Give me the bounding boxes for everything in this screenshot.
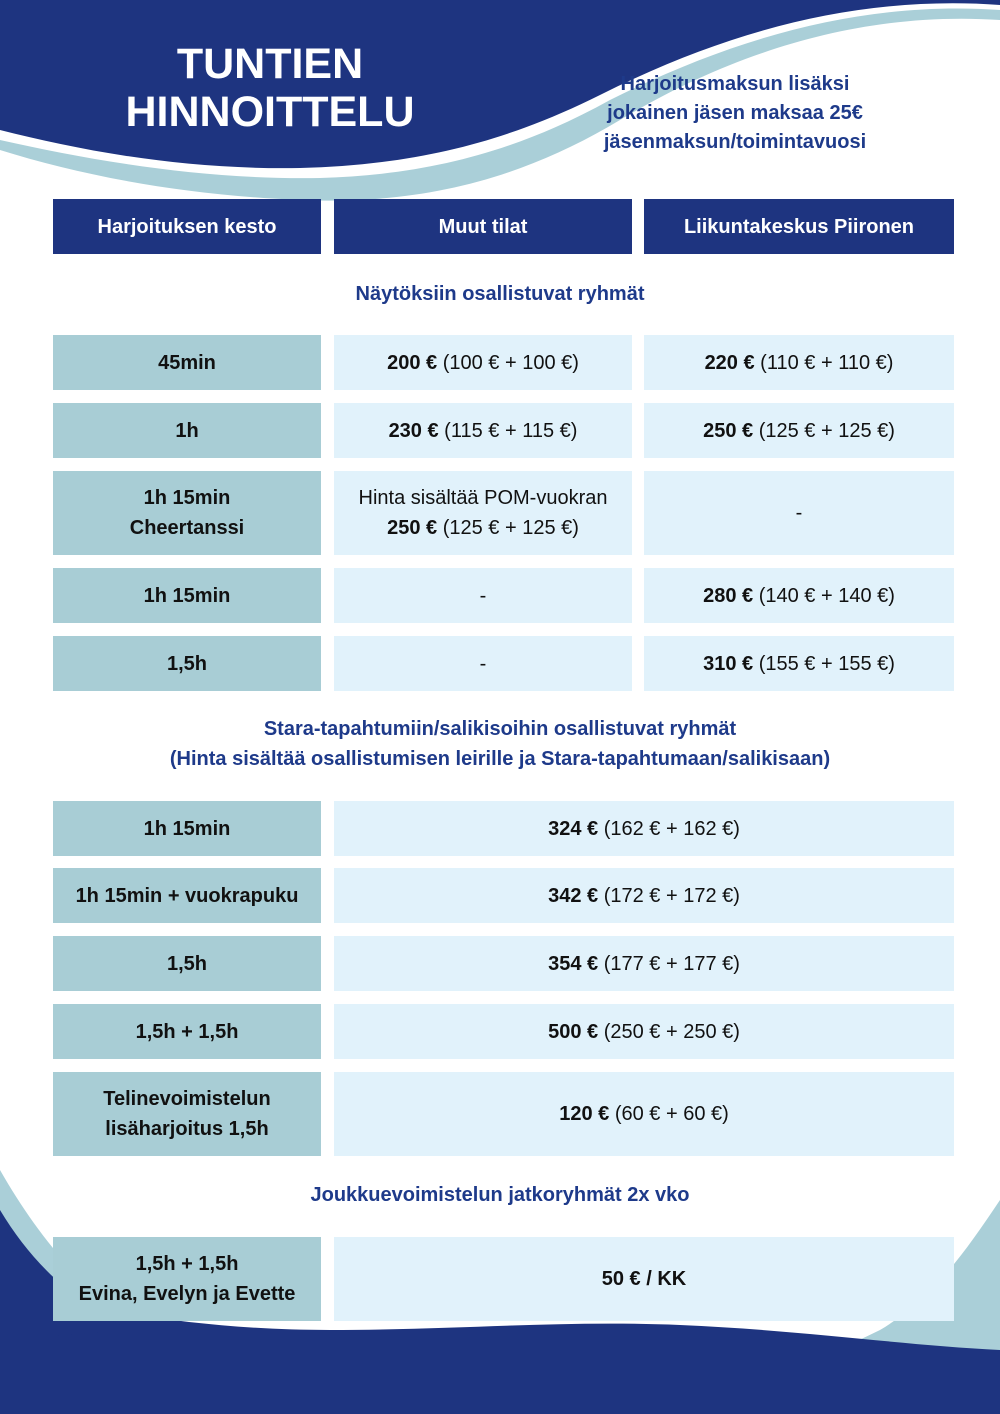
section-1-title [0,279,1000,309]
price-detail: (250 € + 250 €) [598,1020,740,1043]
price-bold: 280 € [703,584,754,607]
price-detail: (125 € + 125 €) [437,517,579,539]
header-piironen [644,199,954,254]
section-3-title-text: Joukkuevoimistelun jatkoryhmät 2x vko [310,1184,690,1206]
section-2-title-line-2: (Hinta sisältää osallistumisen leirille ja Stara-tapahtumaan/salikisaan) [169,748,831,770]
duration-text: 1h 15min [143,817,231,840]
price-bold: 324 € [548,817,599,840]
duration-text: 1h 15min [143,487,231,509]
s1-row3-other [334,471,632,555]
s1-row1-other [334,335,632,390]
s2-row5-price [334,1072,954,1156]
section-1-title-text: Näytöksiin osallistuvat ryhmät [355,283,645,305]
s1-row2-piironen [644,403,954,458]
price-bold: 250 € [703,419,754,442]
section-3-title [0,1180,1000,1210]
price-detail: (172 € + 172 €) [598,884,740,907]
note-line-1: Harjoitusmaksun lisäksi [620,73,850,95]
note-line-3: jäsenmaksun/toimintavuosi [603,131,867,153]
s1-row5-other [334,636,632,691]
s1-row4-other [334,568,632,623]
s1-row2-duration [53,403,321,458]
header-duration [53,199,321,254]
price-detail: (155 € + 155 €) [753,652,895,675]
price-detail: (60 € + 60 €) [609,1103,729,1125]
note-line-2: jokainen jäsen maksaa 25€ [607,102,863,124]
price-bold: 230 € [388,419,439,442]
s1-row4-piironen [644,568,954,623]
price-bold: 50 € / KK [601,1268,687,1290]
price-bold: 310 € [703,652,754,675]
price-bold: 354 € [548,952,599,975]
title-line-2: HINNOITTELU [125,88,415,136]
membership-fee-note [570,70,900,157]
header-other-venues [334,199,632,254]
price-bold: 120 € [559,1103,610,1125]
s1-row5-piironen [644,636,954,691]
price-detail: (140 € + 140 €) [753,584,895,607]
price-detail: (110 € + 110 €) [754,351,894,374]
duration-text: 1,5h + 1,5h [135,1253,239,1275]
price-detail: (100 € + 100 €) [437,351,579,374]
price-note: Hinta sisältää POM-vuokran [358,487,608,509]
price-detail: (162 € + 162 €) [598,817,740,840]
s1-row3-duration [53,471,321,555]
price-detail: (177 € + 177 €) [598,952,740,975]
price-bold: 500 € [548,1020,599,1043]
s2-row4-price [334,1004,954,1059]
price-empty: - [479,584,487,607]
price-empty: - [479,652,487,675]
header-duration-label: Harjoituksen kesto [97,215,277,238]
s3-row1-price [334,1237,954,1321]
price-bold: 220 € [704,351,755,374]
s1-row3-piironen [644,471,954,555]
s2-row2-duration [53,868,321,923]
duration-text: 1,5h + 1,5h [135,1020,239,1043]
price-bold: 342 € [548,884,599,907]
title-line-1: TUNTIEN [176,40,364,88]
s3-row1-duration [53,1237,321,1321]
price-detail: (125 € + 125 €) [753,419,895,442]
s2-row4-duration [53,1004,321,1059]
s2-row3-duration [53,936,321,991]
s2-row5-duration [53,1072,321,1156]
s1-row5-duration [53,636,321,691]
price-bold: 200 € [387,351,438,374]
duration-text: 45min [158,351,216,374]
duration-text: Telinevoimistelun [103,1088,271,1110]
duration-text: 1h 15min + vuokrapuku [75,884,299,907]
section-2-title-line-1: Stara-tapahtumiin/salikisoihin osallistuvat ryhmät [263,718,737,740]
price-detail: (115 € + 115 €) [438,419,578,442]
s1-row4-duration [53,568,321,623]
duration-subtext: Cheertanssi [129,517,245,539]
s2-row1-price [334,801,954,856]
duration-text: 1,5h [166,652,208,675]
header-piironen-label: Liikuntakeskus Piironen [683,215,915,238]
section-2-title [0,714,1000,774]
s1-row1-duration [53,335,321,390]
s1-row2-other [334,403,632,458]
page-title [90,40,450,136]
price-bold: 250 € [387,517,438,539]
price-empty: - [795,502,803,524]
s1-row1-piironen [644,335,954,390]
duration-text: 1,5h [166,952,208,975]
s2-row1-duration [53,801,321,856]
header-other-venues-label: Muut tilat [438,215,528,238]
s2-row2-price [334,868,954,923]
duration-subtext: lisäharjoitus 1,5h [105,1118,269,1140]
duration-text: 1h [175,419,199,442]
s2-row3-price [334,936,954,991]
duration-text: 1h 15min [143,584,231,607]
duration-subtext: Evina, Evelyn ja Evette [78,1283,296,1305]
